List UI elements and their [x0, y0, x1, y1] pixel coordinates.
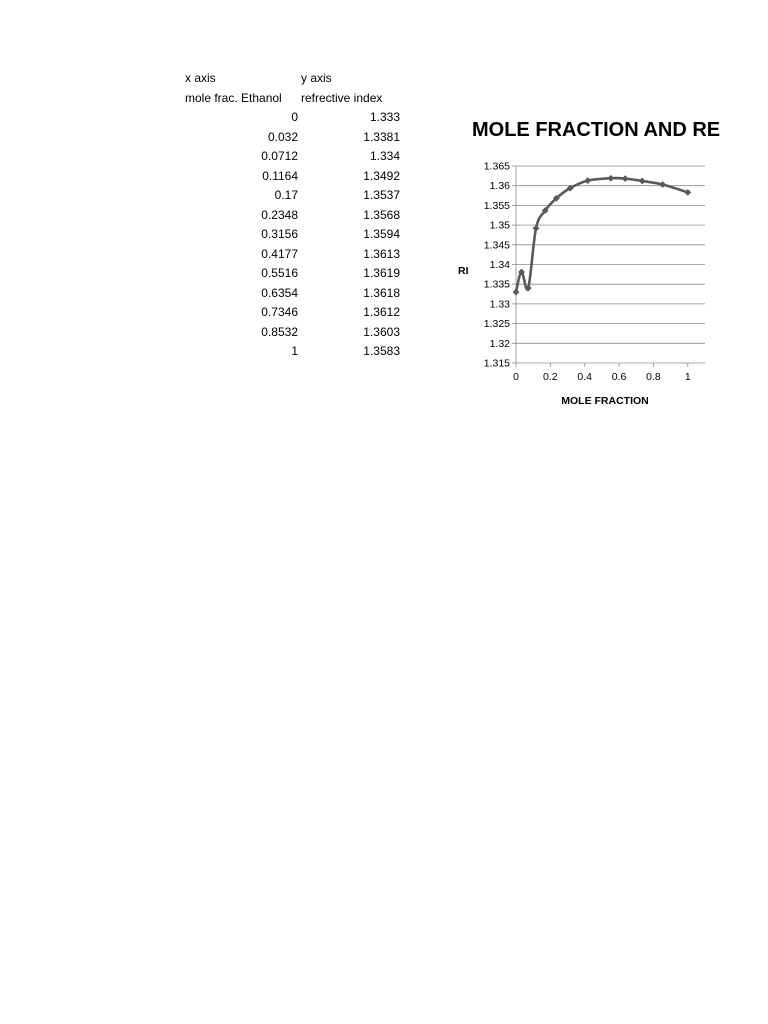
x-tick-label: 0.6	[611, 371, 627, 383]
x-axis-header: x axis	[185, 71, 216, 85]
data-point-marker	[607, 175, 614, 182]
data-point-marker	[639, 178, 646, 185]
y-tick-label: 1.32	[489, 337, 510, 350]
table-cell-x: 0.032	[267, 129, 298, 144]
table-cell-x: 0.3156	[261, 227, 298, 241]
table-cell-x: 0.7346	[261, 305, 298, 319]
y-tick-label: 1.33	[489, 298, 510, 311]
x-tick-label: 0.4	[577, 371, 593, 383]
series-line	[516, 178, 688, 292]
x-tick-label: 0	[513, 371, 519, 383]
data-point-marker	[684, 189, 691, 196]
x-axis-title: MOLE FRACTION	[561, 395, 649, 407]
y-tick-label: 1.36	[489, 180, 510, 193]
table-cell-x: 1	[291, 344, 298, 358]
y-tick-label: 1.315	[483, 357, 510, 370]
data-point-marker	[584, 177, 591, 184]
data-point-marker	[659, 181, 666, 188]
data-point-marker	[622, 175, 629, 182]
y-tick-label: 1.35	[489, 219, 510, 232]
chart-title: MOLE FRACTION AND RE	[472, 119, 721, 141]
table-cell-y: 1.334	[369, 149, 400, 163]
table-cell-x: 0.4177	[261, 246, 298, 261]
y-tick-label: 1.365	[483, 160, 510, 173]
y-axis-header: y axis	[301, 71, 332, 85]
table-cell-y: 1.333	[369, 110, 400, 124]
table-cell-y: 1.3381	[363, 129, 400, 144]
y-tick-label: 1.335	[483, 278, 510, 291]
y-tick-label: 1.355	[483, 199, 510, 212]
table-cell-y: 1.3568	[363, 207, 400, 222]
table-cell-x: 0	[291, 110, 298, 124]
table-cell-x: 0.1164	[262, 168, 298, 183]
table-cell-x: 0.8532	[261, 324, 298, 339]
chart-plot	[440, 150, 705, 415]
table-cell-x: 0.17	[274, 188, 298, 202]
table-cell-y: 1.3583	[363, 344, 400, 358]
table-cell-x: 0.5516	[261, 266, 298, 280]
y-tick-label: 1.34	[489, 259, 510, 271]
x-tick-label: 1	[684, 371, 691, 383]
table-cell-y: 1.3619	[363, 266, 400, 280]
table-cell-y: 1.3618	[363, 285, 400, 300]
x-tick-label: 0.2	[543, 371, 558, 383]
x-column-header: mole frac. Ethanol	[185, 91, 282, 105]
x-tick-label: 0.8	[646, 371, 661, 383]
table-cell-y: 1.3594	[363, 227, 400, 241]
y-tick-label: 1.325	[483, 318, 510, 331]
table-cell-x: 0.2348	[261, 207, 298, 222]
table-cell-y: 1.3603	[363, 324, 400, 339]
y-column-header: refrective index	[301, 91, 383, 105]
table-cell-x: 0.6354	[261, 285, 298, 300]
table-cell-y: 1.3492	[363, 168, 400, 183]
y-axis-title: RI	[458, 265, 469, 277]
table-cell-y: 1.3537	[363, 188, 400, 202]
data-point-marker	[513, 289, 520, 296]
table-cell-x: 0.0712	[261, 149, 298, 163]
table-cell-y: 1.3613	[363, 246, 400, 261]
y-tick-label: 1.345	[483, 239, 510, 252]
table-cell-y: 1.3612	[363, 305, 400, 319]
data-point-marker	[533, 225, 540, 232]
